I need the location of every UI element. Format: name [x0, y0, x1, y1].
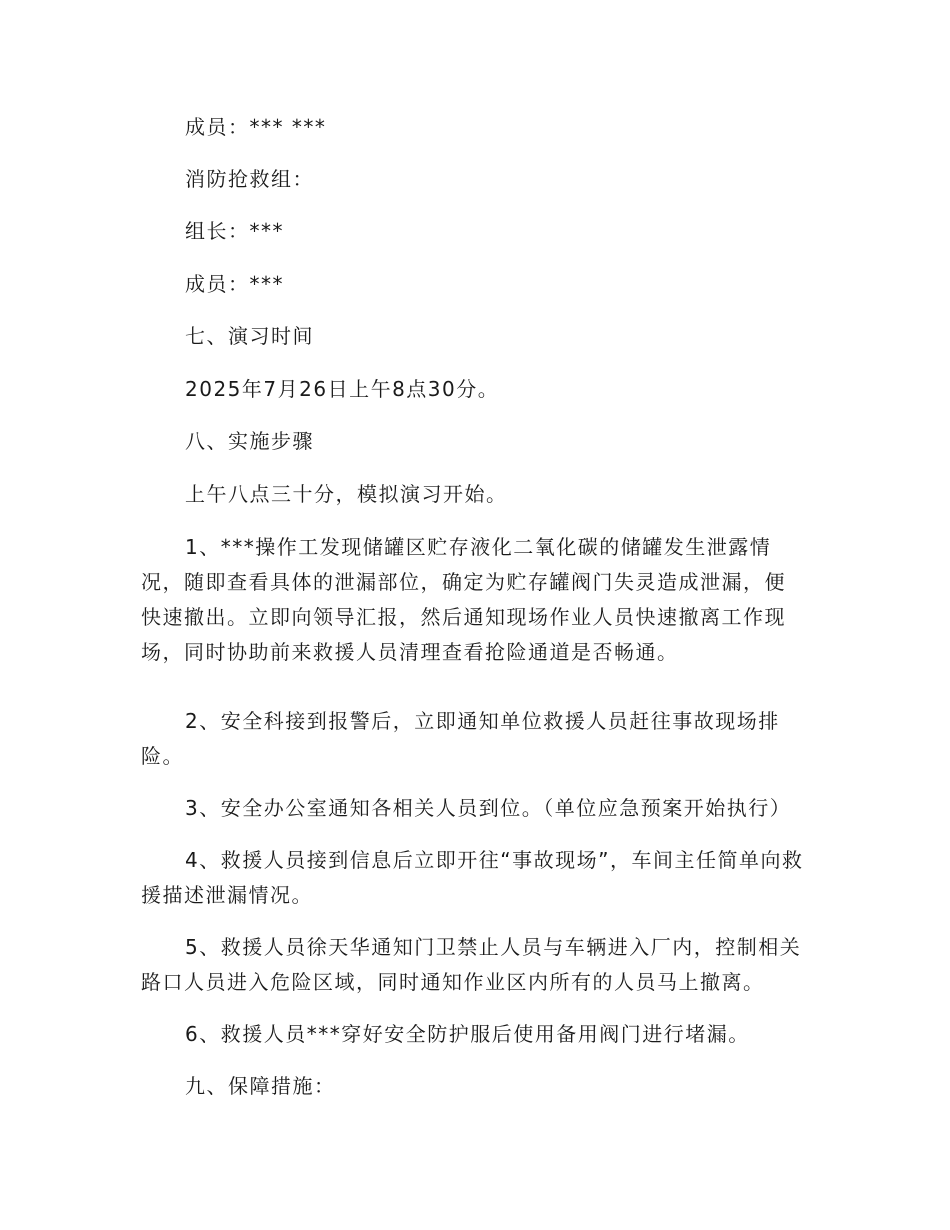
- paragraph-fire-rescue-group: 消防抢救组：: [185, 167, 314, 191]
- paragraph-step-5: 5、救援人员徐天华通知门卫禁止人员与车辆进入厂内，控制相关路口人员进入危险区域，同时通知作业区内所有的人员马上撤离。: [141, 935, 802, 994]
- paragraph-step-4: 4、救援人员接到信息后立即开往“事故现场”，车间主任简单向救援描述泄漏情况。: [141, 848, 804, 907]
- paragraph-group-leader: 组长：***: [185, 219, 284, 243]
- paragraph-step-6: 6、救援人员***穿好安全防护服后使用备用阀门进行堵漏。: [185, 1022, 750, 1046]
- heading-safeguard-measures: 九、保障措施：: [185, 1074, 336, 1098]
- paragraph-drill-datetime: 2025年7月26日上午8点30分。: [185, 377, 500, 401]
- paragraph-step-1: 1、***操作工发现储罐区贮存液化二氧化碳的储罐发生泄露情况，随即查看具体的泄漏部位，确定为贮存罐阀门失灵造成泄漏，便快速撤出。立即向领导汇报，然后通知现场作业人员快速撤离工作现场，同时协助前来救援人员清理查看抢险通道是否畅通。: [141, 535, 786, 664]
- paragraph-members-2: 成员：***: [185, 272, 284, 296]
- paragraph-step-2: 2、安全科接到报警后，立即通知单位救援人员赶往事故现场排险。: [141, 709, 780, 768]
- paragraph-members-1: 成员：*** ***: [185, 115, 327, 139]
- paragraph-step-3: 3、安全办公室通知各相关人员到位。（单位应急预案开始执行）: [185, 796, 792, 820]
- paragraph-drill-start: 上午八点三十分，模拟演习开始。: [185, 482, 508, 506]
- heading-implementation-steps: 八、实施步骤: [185, 429, 314, 453]
- heading-drill-time: 七、演习时间: [185, 324, 314, 348]
